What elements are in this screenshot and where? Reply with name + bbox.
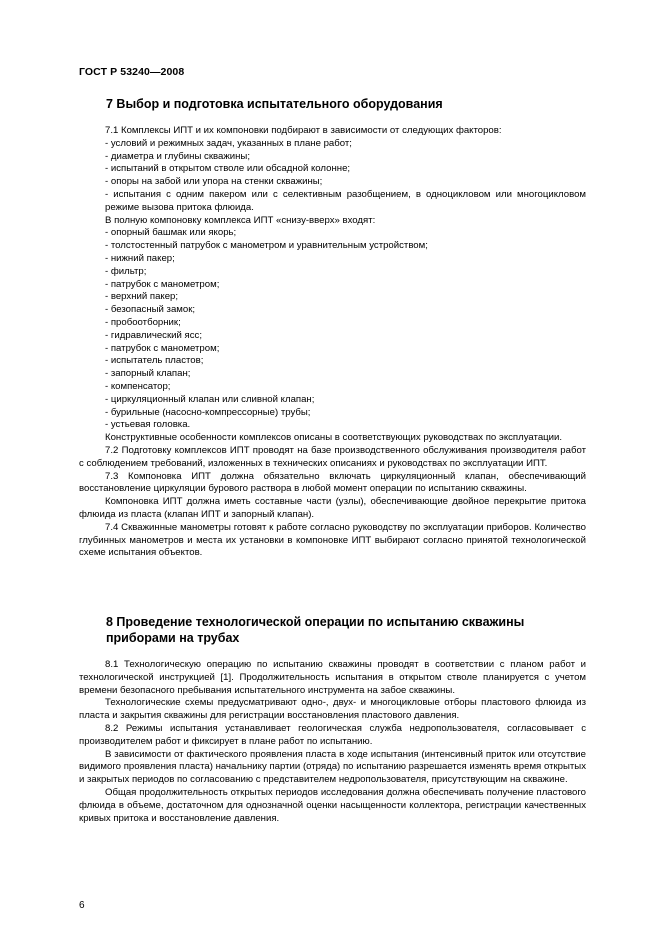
paragraph-components-intro: В полную компоновку комплекса ИПТ «снизу-вверх» входят:: [105, 214, 376, 226]
section-7-title: 7 Выбор и подготовка испытательного оборудования: [106, 97, 443, 111]
list-item: - патрубок с манометром;: [105, 278, 220, 290]
factors-list: [79, 138, 586, 215]
list-item: - запорный клапан;: [105, 368, 191, 380]
paragraph-total-duration: Общая продолжительность открытых периодов исследования должна обеспечивать получение пластового флюида в объеме, достаточном для однозначной оценки насыщенности коллектора, регистрации качественных кривых притока и восстановление давления.: [79, 786, 586, 824]
section-7-body: [79, 125, 586, 560]
list-item: - фильтр;: [105, 265, 147, 277]
list-item: - пробоотборник;: [105, 316, 181, 328]
list-item: - гидравлический ясс;: [105, 329, 202, 341]
list-item: - патрубок с манометром;: [105, 342, 220, 354]
page-number: 6: [79, 900, 85, 911]
list-item: - опоры на забой или упора на стенки скважины;: [105, 176, 323, 188]
paragraph-7-1: 7.1 Комплексы ИПТ и их компоновки подбирают в зависимости от следующих факторов:: [105, 125, 502, 136]
list-item: - устьевая головка.: [105, 419, 191, 431]
list-item: - условий и режимных задач, указанных в плане работ;: [105, 137, 352, 149]
section-8-body: [79, 659, 586, 825]
list-item: - испытаний в открытом стволе или обсадной колонне;: [105, 163, 351, 175]
list-item: - бурильные (насосно-компрессорные) трубы;: [105, 406, 311, 418]
paragraph-7-4: 7.4 Скважинные манометры готовят к работе согласно руководству по эксплуатации приборов. Количество глубинных манометров и места их установки в компоновке ИПТ выбирают согласно принятой технологической схеме испытания объектов.: [79, 521, 586, 559]
paragraph-8-1: 8.1 Технологическую операцию по испытанию скважины проводят в соответствии с планом работ и технологической инструкцией [1]. Продолжительность испытания в открытом стволе планируется с учетом времени безопасного пребывания испытательного инструмента на забое скважины.: [79, 659, 586, 696]
paragraph-7-3: 7.3 Компоновка ИПТ должна обязательно включать циркуляционный клапан, обеспечивающий восстановление циркуляции бурового раствора в любой момент операции по испытанию скважины.: [79, 470, 586, 495]
paragraph-design-features: Конструктивные особенности комплексов описаны в соответствующих руководствах по эксплуатации.: [105, 432, 563, 444]
paragraph-assembly-parts: Компоновка ИПТ должна иметь составные части (узлы), обеспечивающие двойное перекрытие притока флюида из пласта (клапан ИПТ и запорный клапан).: [79, 496, 586, 520]
list-item: - диаметра и глубины скважины;: [105, 150, 250, 162]
list-item: - испытатель пластов;: [105, 355, 204, 367]
paragraph-flow-dependency: В зависимости от фактического проявления пласта в ходе испытания (интенсивный приток или отсутствие видимого проявления пласта) начальнику партии (отряда) по испытанию разрешается изменять время открытых и закрытых периодов по согласованию с представителем недропользователя, присутствующим на скважине.: [79, 748, 586, 786]
list-item: - толстостенный патрубок с манометром и уравнительным устройством;: [105, 240, 428, 252]
list-item: - нижний пакер;: [105, 252, 175, 264]
list-item: - компенсатор;: [105, 380, 171, 392]
list-item: - испытания с одним пакером или с селективным разобщением, в одноцикловом или многоцикловом режиме вызова притока флюида.: [105, 188, 586, 213]
paragraph-7-2: 7.2 Подготовку комплексов ИПТ проводят на базе производственного обслуживания производителя работ с соблюдением требований, изложенных в технических описаниях и руководствах по эксплуатации ИПТ.: [79, 444, 586, 469]
list-item: - верхний пакер;: [105, 291, 179, 303]
paragraph-8-2: 8.2 Режимы испытания устанавливает геологическая служба недропользователя, согласовывает с производителем работ и фиксирует в плане работ по испытанию.: [79, 722, 586, 747]
section-8-title: 8 Проведение технологической операции по испытанию скважины приборами на трубах: [106, 615, 525, 645]
list-item: - циркуляционный клапан или сливной клапан;: [105, 393, 315, 405]
page-header: ГОСТ Р 53240—2008: [79, 66, 185, 78]
components-list: [79, 227, 586, 432]
paragraph-tech-schemes: Технологические схемы предусматривают одно-, двух- и многоцикловые отборы пластового флюида из пласта и закрытия скважины для регистрации восстановления пластового давления.: [79, 697, 586, 722]
list-item: - безопасный замок;: [105, 304, 196, 316]
list-item: - опорный башмак или якорь;: [105, 227, 237, 239]
